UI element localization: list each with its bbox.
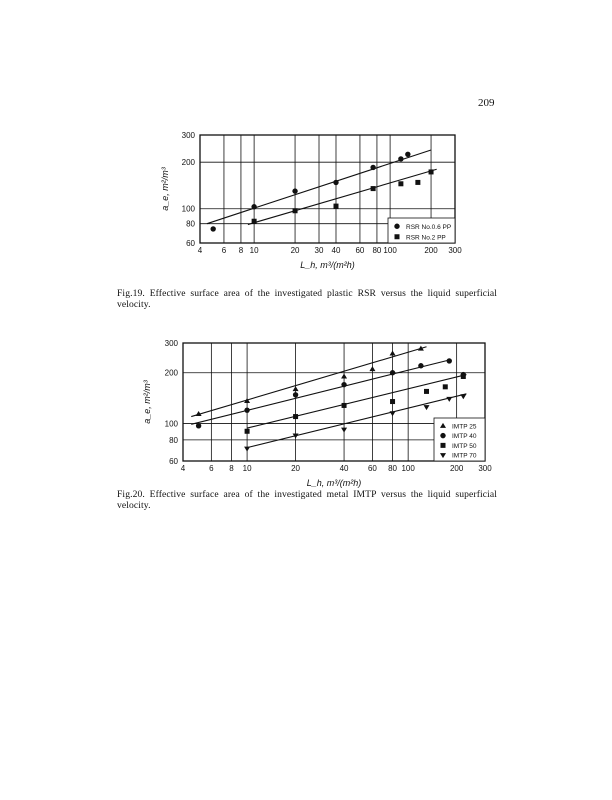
chart1-data-point [415,180,420,185]
chart1-x-axis-title: L_h, m³/(m²h) [300,260,355,270]
chart2-x-tick-label: 10 [242,464,252,473]
chart1-legend-label: RSR No.2 PP [406,234,446,242]
chart2-data-point [196,423,201,428]
chart2-data-point [244,407,249,412]
chart1-data-point [252,219,257,224]
chart2-x-tick-label: 20 [291,464,301,473]
chart1-data-point [292,188,297,193]
chart2-fit-line [191,347,426,417]
chart1-data-point [398,156,403,161]
chart1-y-axis-title: a_e, m²/m³ [160,167,170,211]
chart1-fit-line [248,169,437,224]
chart1-x-tick-label: 8 [238,246,244,255]
chart2-data-point [424,389,429,394]
chart2-y-tick-label: 60 [169,457,178,466]
chart1-y-tick-label: 200 [181,158,195,168]
chart2-legend-marker [440,433,445,438]
chart1-x-tick-label: 4 [197,246,203,255]
chart2-data-point [424,405,430,410]
chart2-legend-label: IMTP 25 [452,423,477,431]
chart2-legend-label: IMTP 70 [452,452,477,460]
chart2-data-point [418,363,423,368]
figure-19-caption: Fig.19. Effective surface area of the investigated plastic RSR versus the liquid superficial velocity. [117,288,497,310]
chart2-y-tick-label: 300 [164,339,178,348]
chart1-data-point [251,204,256,209]
chart1-data-point [398,181,403,186]
chart2-y-tick-label: 100 [164,419,178,429]
chart1-data-point [371,186,376,191]
chart2-y-tick-label: 200 [164,368,178,378]
chart2-data-point [245,429,250,434]
chart2-legend-label: IMTP 40 [452,433,477,441]
chart2-x-tick-label: 6 [209,464,214,473]
chart2-x-tick-label: 4 [180,464,186,473]
chart2-data-point [460,394,466,399]
chart2-data-point [369,366,375,371]
chart1-data-point [370,165,375,170]
chart2-x-tick-label: 200 [449,464,464,473]
chart2-data-point [390,350,396,355]
chart2-data-point [342,403,347,408]
chart1-legend-label: RSR No.0.6 PP [406,223,452,231]
chart1-y-tick-label: 80 [186,219,195,229]
chart1-data-point [293,208,298,213]
chart1-x-tick-label: 60 [355,246,365,255]
chart2-data-point [446,397,452,402]
chart2-x-tick-label: 80 [388,464,397,473]
chart2-y-axis-title: a_e, m²/m³ [142,380,152,424]
chart2-x-tick-label: 60 [367,464,377,473]
chart2-data-point [443,384,448,389]
chart2-data-point [341,428,347,433]
chart2-x-axis-title: L_h, m³/(m²h) [306,478,362,488]
chart1-x-tick-label: 6 [221,246,227,255]
chart2-data-point [390,399,395,404]
chart1-data-point [210,226,215,231]
chart2-x-tick-label: 40 [339,464,349,473]
chart2-legend-marker [441,443,446,448]
chart1-data-point [405,152,410,157]
chart1-x-tick-label: 30 [314,246,324,255]
chart2-data-point [341,373,347,378]
chart2-y-tick-label: 80 [169,435,178,445]
chart2-x-tick-label: 8 [229,464,234,473]
chart1-y-tick-label: 100 [181,204,195,214]
chart2-data-point [244,447,250,452]
chart1-x-tick-label: 10 [249,246,259,255]
chart2-data-point [293,386,299,391]
chart1-data-point [429,169,434,174]
chart1-x-tick-label: 80 [372,246,382,255]
chart2-data-point [447,358,452,363]
chart2-data-point [461,374,466,379]
chart2-data-point [390,411,396,416]
chart2-x-tick-label: 100 [401,464,415,473]
chart1-x-tick-label: 200 [424,246,438,255]
chart1-data-point [333,204,338,209]
chart1-x-tick-label: 100 [383,246,397,255]
chart1-x-tick-label: 20 [290,246,300,255]
chart2-data-point [293,392,298,397]
chart1-legend-marker [395,234,400,239]
chart2-legend-label: IMTP 50 [452,442,477,450]
page-number: 209 [478,97,495,109]
chart1-x-tick-label: 40 [331,246,341,255]
chart1-data-point [333,180,338,185]
chart1-legend-marker [394,224,399,229]
chart2-data-point [390,370,395,375]
chart1-y-tick-label: 300 [181,131,195,140]
chart1-y-tick-label: 60 [186,239,195,248]
chart1-x-tick-label: 300 [448,246,462,255]
figure-20-caption: Fig.20. Effective surface area of the investigated metal IMTP versus the liquid superficial velocity. [117,489,497,511]
chart2-data-point [341,382,346,387]
chart2-data-point [293,414,298,419]
chart2-fit-line [191,360,449,424]
chart2-x-tick-label: 300 [478,464,492,473]
